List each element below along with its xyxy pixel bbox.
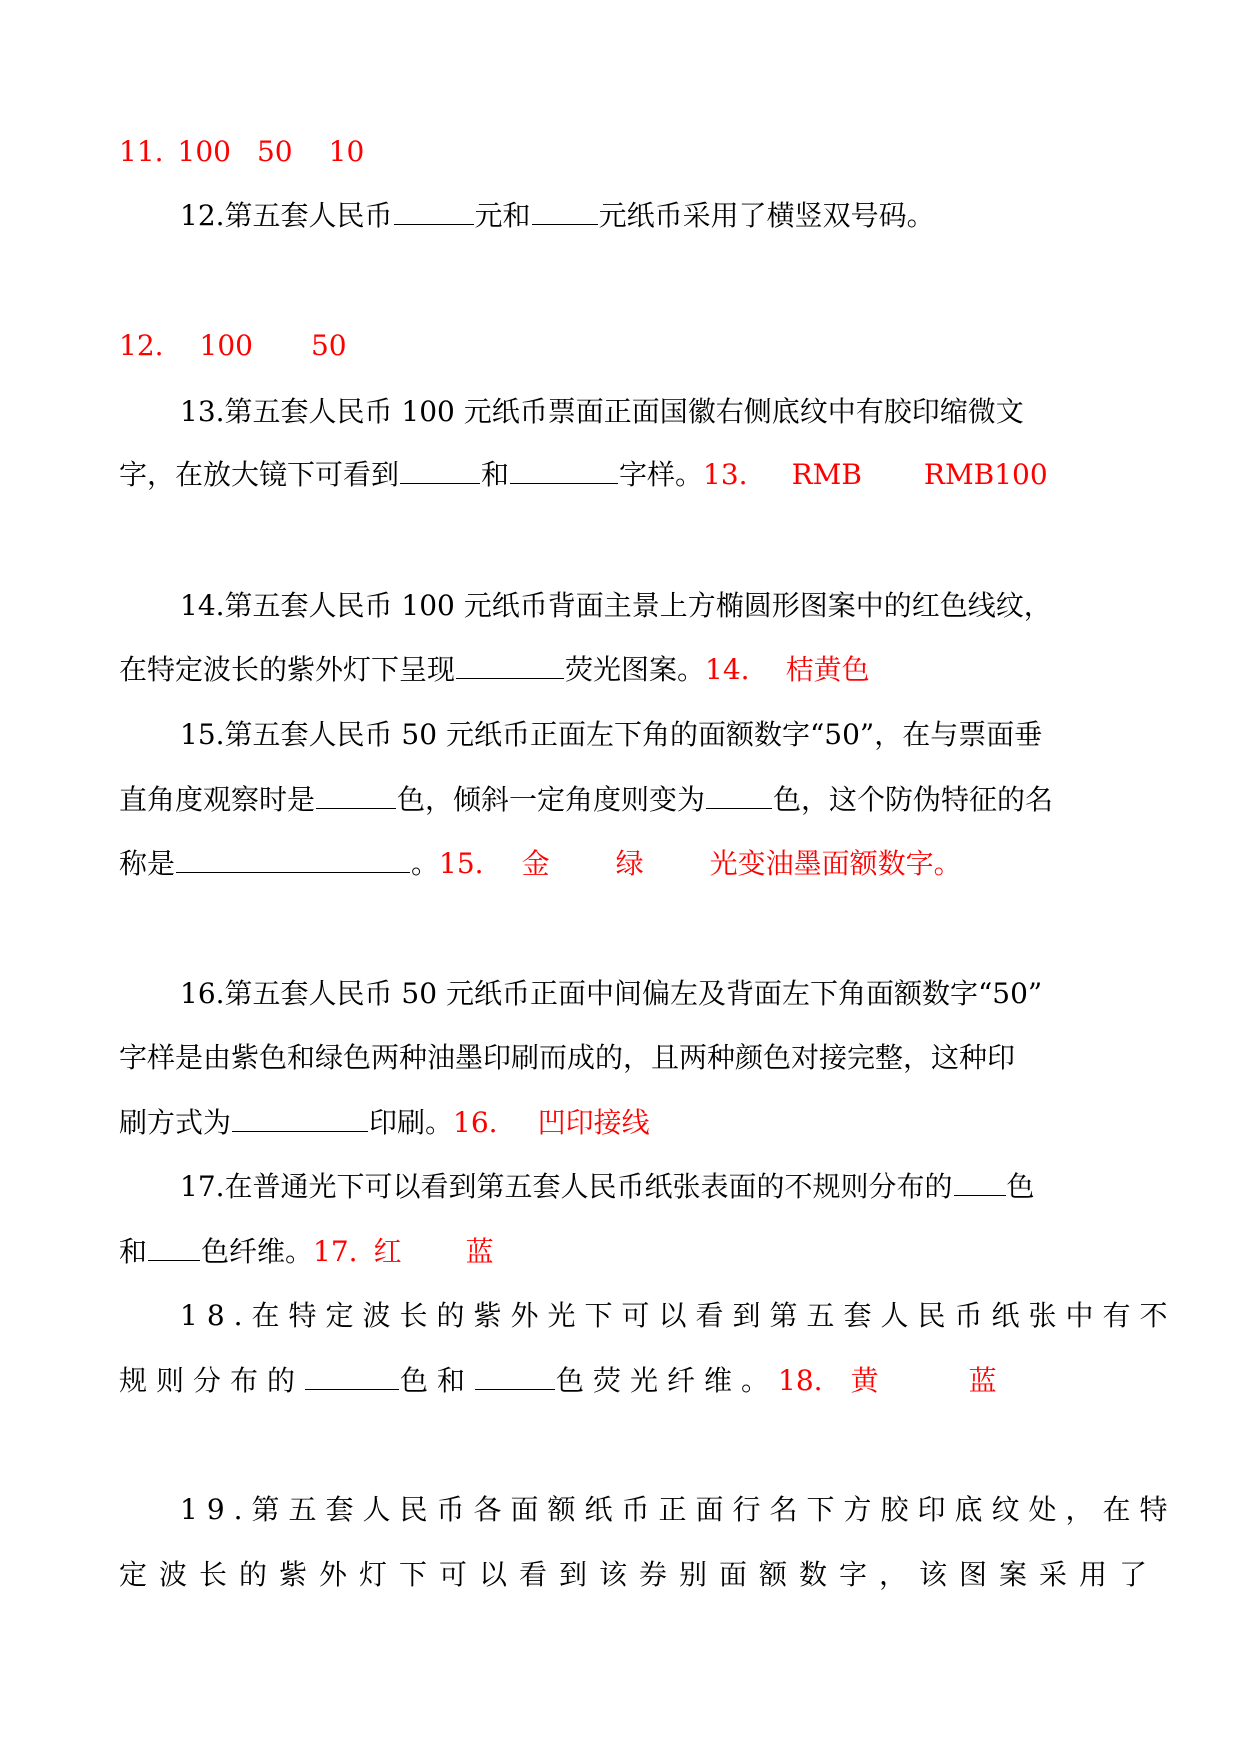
question-12: 12.第五套人民币 元和 元纸币采用了横竖双号码。 [180, 199, 935, 232]
question-13: 13.第五套人民币 100 元纸币票面正面国徽右侧底纹中有胶印缩微文 [180, 395, 1024, 428]
answer-number: 11. [119, 135, 164, 168]
question-17-line2: 和 色纤维。17. 红 蓝 [119, 1235, 494, 1268]
question-14: 14.第五套人民币 100 元纸币背面主景上方椭圆形图案中的红色线纹， [180, 589, 1052, 622]
question-16: 16.第五套人民币 50 元纸币正面中间偏左及背面左下角面额数字“50” [180, 977, 1043, 1010]
answer-13: 13. RMB RMB100 [703, 458, 1048, 491]
answer-11 [119, 132, 364, 172]
question-18-line2: 规则分布的 色和 色荧光纤维。18. 黄 蓝 [119, 1364, 997, 1397]
answer-blank [148, 1234, 200, 1261]
answer-blank [316, 782, 396, 809]
question-16-line2: 字样是由紫色和绿色两种油墨印刷而成的，且两种颜色对接完整，这种印 [119, 1041, 1016, 1074]
answer-blank [475, 1363, 555, 1390]
question-14-line2: 在特定波长的紫外灯下呈现 荧光图案。14. 桔黄色 [119, 653, 870, 686]
answer-blank [305, 1363, 399, 1390]
answer-18: 18. 黄 蓝 [778, 1364, 997, 1397]
question-18: 18.在特定波长的紫外光下可以看到第五套人民币纸张中有不 [180, 1299, 1177, 1332]
answer-16: 16. 凹印接线 [453, 1106, 650, 1139]
answer-17: 17. 红 蓝 [313, 1235, 494, 1268]
question-17: 17.在普通光下可以看到第五套人民币纸张表面的不规则分布的 色 [180, 1170, 1035, 1203]
answer-15: 15. 金 绿 光变油墨面额数字。 [439, 847, 962, 880]
question-15-line3: 称是 。15. 金 绿 光变油墨面额数字。 [119, 847, 962, 880]
answer-blank [456, 652, 564, 679]
answer-blank [176, 846, 410, 873]
question-19-line2: 定波长的紫外灯下可以看到该券别面额数字，该图案采用了 [119, 1558, 1160, 1591]
answer-value: 50 [256, 135, 293, 168]
answer-blank [232, 1105, 368, 1132]
answer-value: 100 [177, 135, 231, 168]
question-15: 15.第五套人民币 50 元纸币正面左下角的面额数字“50”，在与票面垂 [180, 718, 1043, 751]
answer-value: 10 [328, 135, 365, 168]
question-13-line2: 字，在放大镜下可看到 和 字样。13. RMB RMB100 [119, 458, 1048, 491]
question-15-line2: 直角度观察时是 色，倾斜一定角度则变为 色，这个防伪特征的名 [119, 783, 1054, 816]
question-16-line3: 刷方式为 印刷。16. 凹印接线 [119, 1106, 650, 1139]
answer-14: 14. 桔黄色 [705, 653, 870, 686]
answer-blank [510, 457, 618, 484]
answer-blank [532, 198, 598, 225]
question-19: 19.第五套人民币各面额纸币正面行名下方胶印底纹处，在特 [180, 1493, 1177, 1526]
answer-blank [706, 782, 772, 809]
answer-blank [394, 198, 474, 225]
answer-blank [400, 457, 480, 484]
answer-12: 12. 100 50 [119, 329, 347, 362]
answer-blank [954, 1169, 1006, 1196]
